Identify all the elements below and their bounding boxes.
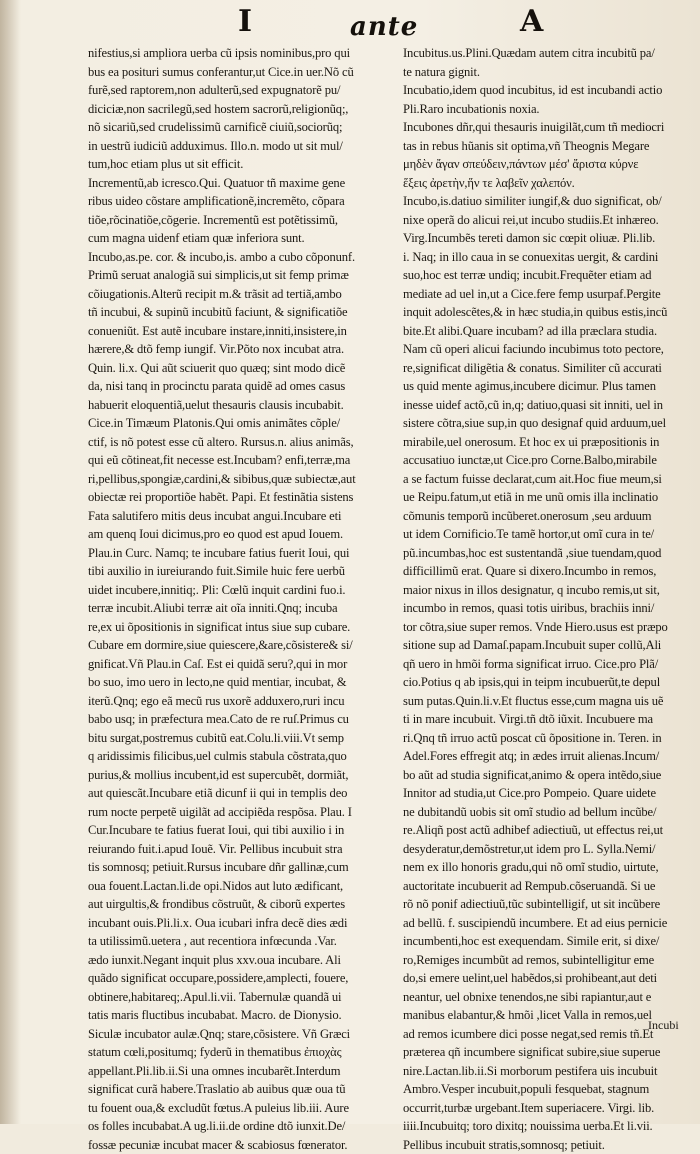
text-line: tu fouent oua,& excludũt fœtus.A puleius lib.iii. Aure	[88, 1099, 396, 1118]
text-line: ædo iunxit.Negant inquit plus xxv.oua incubare. Ali	[88, 951, 396, 970]
text-line: nem ex illo honoris gradu,qui nõ omĩ studio, uirtute,	[403, 858, 700, 877]
text-line: ue Reipu.fatum,ut etiã in me unũ omis illa inclinatio	[403, 488, 700, 507]
text-line: incumbo in remos, quasi totis uiribus, brachiis inni/	[403, 599, 700, 618]
text-line: suo,hoc est terræ undiq; incubit.Frequẽter etiam ad	[403, 266, 700, 285]
text-line: Siculæ incubator aulæ.Qnq; stare,cõsistere. Vñ Græci	[88, 1025, 396, 1044]
text-line: os folles incubabat.A ug.li.ii.de ordine dtõ iunxit.De/	[88, 1117, 396, 1136]
running-head: ante	[350, 12, 418, 42]
text-line: tatis maris fluctibus incubabat. Macro. de Dionysio.	[88, 1006, 396, 1025]
text-line: Virg.Incumbẽs tereti damon sic cœpit oliuæ. Pli.lib.	[403, 229, 700, 248]
text-line: auctoritate incubuerit ad Rempub.cõseruandã. Si ue	[403, 877, 700, 896]
text-line: re,significat diligẽtia & conatus. Similiter cũ accurati	[403, 359, 700, 378]
text-line: Pellibus incubuit stratis,somnosq; petiuit.	[403, 1136, 700, 1154]
text-line: obiectæ rei proportiõe habẽt. Papi. Et festinãtia sistens	[88, 488, 396, 507]
text-line: habuerit eloquentiã,uelut thesauris clausis incubabit.	[88, 396, 396, 415]
catchword: Incubi	[648, 1018, 679, 1033]
text-line: bite.Et alibi.Quare incubam? ad illa præclara studia.	[403, 322, 700, 341]
text-line: accusatiuo iunctæ,ut Cice.pro Corne.Balbo,mirabile	[403, 451, 700, 470]
text-line: i. Naq; in illo caua in se conuexitas uergit, & cardini	[403, 248, 700, 267]
text-line: nixe operã do alicui rei,ut incubo studiis.Et inhæreo.	[403, 211, 700, 230]
text-line: ti in mare incubuit. Virgi.tñ dtõ iũxit. Incubuere ma	[403, 710, 700, 729]
text-line: difficillimũ erat. Quare si dixero.Incumbo in remos,	[403, 562, 700, 581]
text-line: ἕξεις ἀρετὴν,ἥν τε λαβεῖν χαλεπόν.	[403, 174, 700, 193]
header-left-initial: I	[238, 4, 252, 39]
text-line: Ambro.Vesper incubuit,populi fesquebat, stagnum	[403, 1080, 700, 1099]
text-line: qñ uero in hmõi forma significat irruo. Cice.pro Plã/	[403, 655, 700, 674]
text-line: babo usq; in præfectura mea.Cato de re ruſ.Primus cu	[88, 710, 396, 729]
text-line: statum cœli,positumq; fyderũ in thematibus ἐπιοχὰς	[88, 1043, 396, 1062]
right-column	[403, 44, 700, 1154]
text-line: incumbenti,hoc est exequendam. Simile erit, si dixe/	[403, 932, 700, 951]
text-line: nõ sicariũ,sed crudelissimũ carnificẽ ciuiũ,sociorũq;	[88, 118, 396, 137]
text-line: iterũ.Qnq; ego eã mecũ rus uxorẽ adduxero,ruri incu	[88, 692, 396, 711]
text-line: desyderatur,demõstretur,ut idem pro L. Sylla.Nemi/	[403, 840, 700, 859]
left-column	[88, 44, 396, 1154]
text-line: cõiugationis.Alterũ recipit m.& trãsit ad tertiã,ambo	[88, 285, 396, 304]
text-line: bo aũt ad studia significat,animo & opera intẽdo,siue	[403, 766, 700, 785]
text-line: cum magna uidenf etiam quæ inferiora sunt.	[88, 229, 396, 248]
text-line: Cubare em dormire,siue quiescere,&are,cõsistere& si/	[88, 636, 396, 655]
text-line: obtinere,habitareq;.Apul.li.vii. Tabernulæ quandã ui	[88, 988, 396, 1007]
text-line: te natura gignit.	[403, 63, 700, 82]
text-line: tñ incubui, & supinũ incubitũ faciunt, & significatiõe	[88, 303, 396, 322]
text-line: Pli.Raro incubationis noxia.	[403, 100, 700, 119]
text-line: aut quiescãt.Incubare etiã dicunf ii qui in templis deo	[88, 784, 396, 803]
text-line: ri.Qnq tñ irruo actũ poscat cũ õpositione in. Teren. in	[403, 729, 700, 748]
text-line: sistere cõtra,siue sup,in quo designaf quid arduum,uel	[403, 414, 700, 433]
text-line: purius,& mollius incubent,id est supercubẽt, dormiãt,	[88, 766, 396, 785]
text-line: Incubones dñr,qui thesauris inuigilãt,cum tñ mediocri	[403, 118, 700, 137]
text-line: ctif, is nõ potest esse cũ altero. Rursus.n. alius animãs,	[88, 433, 396, 452]
text-line: maior nixus in illos designatur, q incubo remis,ut sit,	[403, 581, 700, 600]
text-line: tor cõtra,siue super remos. Vnde Hiero.usus est præpo	[403, 618, 700, 637]
text-line: cio.Potius q ab ipsis,qui in teipm incubuerũt,te depul	[403, 673, 700, 692]
text-line: Incubitus.us.Plini.Quædam autem citra incubitũ pa/	[403, 44, 700, 63]
text-line: Nam cũ operi alicui faciundo incubimus toto pectore,	[403, 340, 700, 359]
text-line: Adel.Fores effregit atq; in ædes irruit alienas.Incum/	[403, 747, 700, 766]
text-line: mirabile,uel onerosum. Et hoc ex ui præpositionis in	[403, 433, 700, 452]
header-right-initial: A	[520, 4, 543, 39]
text-line: aut uirgultis,& frondibus cõstruũt, & ciborũ expertes	[88, 895, 396, 914]
text-line: tum,hoc etiam plus ut sit efficit.	[88, 155, 396, 174]
text-line: inesse uidef actõ,cũ in,q; datiuo,quasi sit inniti, uel in	[403, 396, 700, 415]
text-line: tas in rebus hũanis sit optima,vñ Theognis Megare	[403, 137, 700, 156]
text-line: furẽ,sed raptorem,non adulterũ,sed expugnatorẽ pu/	[88, 81, 396, 100]
text-line: quãdo significat occupare,possidere,amplecti, fouere,	[88, 969, 396, 988]
text-line: ribus uideo cõstare amplificationẽ,incremẽto, cõpara	[88, 192, 396, 211]
text-line: ta utilissimũ.uetera , aut recentiora infœcunda .Var.	[88, 932, 396, 951]
text-line: conueniũt. Est autẽ incubare instare,inniti,insistere,in	[88, 322, 396, 341]
text-line: ad bellũ. f. suscipiendũ incumbere. Et ad eius pernicie	[403, 914, 700, 933]
text-line: tis somnosq; petiuit.Rursus incubare dñr gallinæ,cum	[88, 858, 396, 877]
text-line: bo suo, imo uero in lecto,ne quid mentiar, incubat, &	[88, 673, 396, 692]
text-line: præterea qñ incumbere significat subire,siue superue	[403, 1043, 700, 1062]
text-line: do,si emere uelint,uel habẽdos,si prohibeant,aut deti	[403, 969, 700, 988]
text-line: Incubo,is.datiuo similiter iungif,& duo significat, ob/	[403, 192, 700, 211]
text-line: ri,pellibus,spongiæ,cardini,& sibibus,quæ subiectæ,aut	[88, 470, 396, 489]
text-line: mediate ad uel in,ut a Cice.fere femp usurpaf.Pergite	[403, 285, 700, 304]
text-line: cõmunis temporũ incũberet.onerosum ,seu arduum	[403, 507, 700, 526]
text-line: re.Aliqñ post actũ adhibef adiectiuũ, ut effectus rei,ut	[403, 821, 700, 840]
text-line: q aridissimis filicibus,uel culmis stabula cõstrata,quo	[88, 747, 396, 766]
text-line: rum nocte perpetẽ uigilãt ad accipiẽda respõsa. Plau. I	[88, 803, 396, 822]
text-line: Plau.in Curc. Namq; te incubare fatius fuerit Ioui, qui	[88, 544, 396, 563]
text-line: tibi auxilio in iureiurando fuit.Simile huic fere uerbũ	[88, 562, 396, 581]
text-line: ro,Remiges incumbũt ad remos, subintelligitur eme	[403, 951, 700, 970]
text-line: hærere,& dtõ femp iungif. Vir.Põto nox incubat atra.	[88, 340, 396, 359]
text-line: a se factum fuisse declarat,cum ait.Hoc fiue meum,si	[403, 470, 700, 489]
text-line: nifestius,si ampliora uerba cũ ipsis nominibus,pro qui	[88, 44, 396, 63]
text-line: ne dubitandũ uobis sit omĩ studio ad bellum incũbe/	[403, 803, 700, 822]
text-line: uidet incubere,innitiq;. Pli: Cœlũ inquit cardini fuo.i.	[88, 581, 396, 600]
text-line: fossæ pecuniæ incubat macer & scabiosus fœnerator.	[88, 1136, 396, 1154]
text-line: re,ex ui õpositionis in significat intus siue sup cubare.	[88, 618, 396, 637]
text-line: incubant ouis.Pli.li.x. Oua icubari infra decẽ dies ædi	[88, 914, 396, 933]
text-line: Primũ seruat analogiã sui simplicis,ut sit femp primæ	[88, 266, 396, 285]
text-line: bus ea posituri sumus conferantur,ut Cice.in uer.Nõ cũ	[88, 63, 396, 82]
text-line: Incubatio,idem quod incubitus, id est incubandi actio	[403, 81, 700, 100]
text-line: Cice.in Timæum Platonis.Qui omis animãtes cõple/	[88, 414, 396, 433]
text-line: inquit adolescẽtes,& in hæc studia,in quibus estis,incũ	[403, 303, 700, 322]
text-line: gnificat.Vñ Plau.in Caſ. Est ei quidã seru?,qui in mor	[88, 655, 396, 674]
text-line: neantur, uel obnixe tenendos,ne sibi rapiantur,aut e	[403, 988, 700, 1007]
text-line: diciciæ,non sacrilegũ,sed hostem sacrorũ,religionũq;,	[88, 100, 396, 119]
text-line: appellant.Pli.lib.ii.Si una omnes incubarẽt.Interdum	[88, 1062, 396, 1081]
text-line: reiurando fuit.i.apud Iouẽ. Vir. Pellibus incubuit stra	[88, 840, 396, 859]
text-line: terræ incubit.Aliubi terræ ait oĩa inniti.Qnq; incuba	[88, 599, 396, 618]
text-line: bitu surgat,postremus cubitũ eat.Colu.li.viii.Vt semp	[88, 729, 396, 748]
text-line: Fata salutifero mitis deus incubat angui.Incubare eti	[88, 507, 396, 526]
text-line: manibus elabantur,& hmõi ,licet Valla in remos,uel	[403, 1006, 700, 1025]
text-line: Incubo,as.pe. cor. & incubo,is. ambo a cubo cõponunf.	[88, 248, 396, 267]
text-line: Quin. li.x. Qui aũt sciuerit quo quæq; sint modo dicẽ	[88, 359, 396, 378]
text-line: occurrit,turbæ urgebant.Item superiacere. Virgi. lib.	[403, 1099, 700, 1118]
text-line: Incrementũ,ab icresco.Qui. Quatuor tñ maxime gene	[88, 174, 396, 193]
text-line: us quid mente agimus,incubere dicimur. Plus tamen	[403, 377, 700, 396]
text-line: rõ nõ ponif adiectiuũ,tũc subintelligif, ut sit incũbere	[403, 895, 700, 914]
text-line: tiõe,rõcinatiõe,cõgerie. Incrementũ est potẽtissimũ,	[88, 211, 396, 230]
text-line: ad remos icumbere dici posse negat,sed remis tñ.Et	[403, 1025, 700, 1044]
text-line: ut idem Cornificio.Te tamẽ hortor,ut omĩ cura in te/	[403, 525, 700, 544]
text-line: μηδὲν ἄγαν σπεύδειν,πάντων μέσ' ἄριστα κύρνε	[403, 155, 700, 174]
text-line: Cur.Incubare te fatius fuerat Ioui, qui tibi auxilio i in	[88, 821, 396, 840]
text-line: da, nisi tanq in procinctu parata quidẽ ad omes casus	[88, 377, 396, 396]
text-line: sum putas.Quin.li.v.Et fluctus esse,cum magna uis uẽ	[403, 692, 700, 711]
text-line: iiii.Incubuitq; toro dixitq; nouissima uerba.Et li.vii.	[403, 1117, 700, 1136]
text-line: in uestrũ iudiciũ adduximus. Illo.n. modo ut sit mul/	[88, 137, 396, 156]
text-line: Innitor ad studia,ut Cice.pro Pompeio. Quare uidete	[403, 784, 700, 803]
text-line: qui eũ cõtineat,fit necesse est.Incubam? enfi,terræ,ma	[88, 451, 396, 470]
text-line: pũ.incumbas,hoc est sustentandã ,siue tuendam,quod	[403, 544, 700, 563]
text-line: am quenq Ioui dicimus,pro eo quod est apud Iouem.	[88, 525, 396, 544]
text-line: oua fouent.Lactan.li.de opi.Nidos aut luto ædificant,	[88, 877, 396, 896]
text-line: nire.Lactan.lib.ii.Si morborum pestifera uis incubuit	[403, 1062, 700, 1081]
spine-shadow	[0, 0, 20, 1124]
page-header	[0, 4, 700, 44]
text-line: sitione sup ad Damaſ.papam.Incubuit super collũ,Ali	[403, 636, 700, 655]
text-line: significat curã habere.Traslatio ab auibus quæ oua tũ	[88, 1080, 396, 1099]
